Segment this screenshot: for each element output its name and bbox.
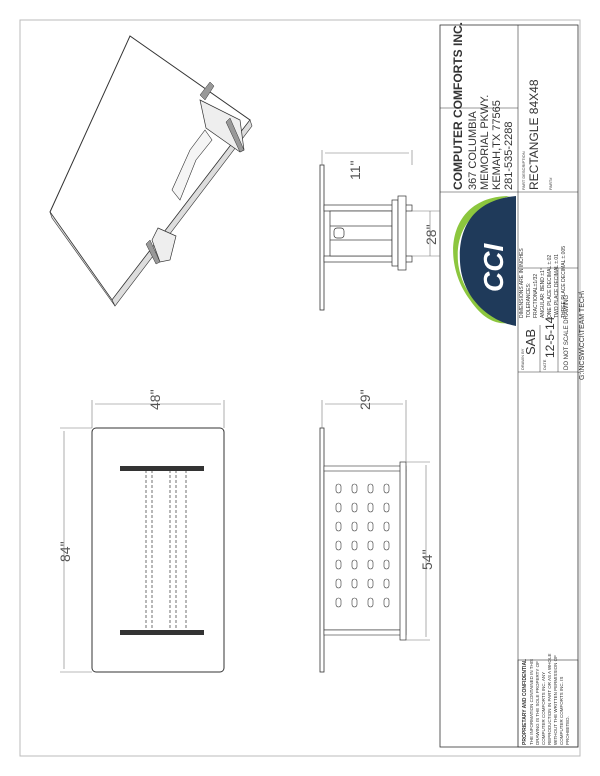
- proprietary-line-5: WITHOUT THE WRITTEN PERMISSION OF: [553, 655, 558, 745]
- tolerance-line-5: ONE PLACE DECIMAL ±.02: [547, 254, 553, 318]
- part-number-label: PART#: [548, 177, 553, 190]
- drawn-by-label: DRAWN BY: [520, 348, 525, 370]
- proprietary-line-6: COMPUTER COMFORTS INC. IS: [559, 676, 564, 745]
- proprietary-line-4: REPRODUCTION IN PART OR AS A WHOLE: [547, 653, 552, 745]
- company-address-3: KEMAH,TX 77565: [491, 100, 503, 190]
- end-width-dim: 28": [423, 224, 439, 245]
- top-width-dim: 48": [147, 389, 163, 410]
- do-not-scale-notice: DO NOT SCALE DRAWING: [564, 294, 570, 370]
- company-address-1: 367 COLUMBIA: [467, 111, 479, 190]
- drawn-by-value: SAB: [523, 328, 538, 355]
- company-name: COMPUTER COMFORTS INC.: [451, 22, 465, 190]
- logo-text: CCI: [478, 243, 509, 292]
- tolerance-line-3: FRACTIONAL±1/32: [533, 273, 539, 318]
- part-description: RECTANGLE 84X48: [527, 79, 541, 190]
- company-phone: 281-535-2288: [503, 121, 515, 190]
- tolerance-line-6: TWO PLACE DECIMAL ±.01: [554, 254, 560, 318]
- top-view: [57, 389, 224, 672]
- end-view: [320, 150, 440, 310]
- top-length-dim: 84": [57, 541, 73, 562]
- tolerance-line-2: TOLERANCES:: [526, 282, 532, 318]
- proprietary-line-7: PROHIBITED.: [565, 716, 570, 745]
- side-length-dim: 54": [419, 549, 435, 570]
- proprietary-line-2: DRAWING IS THE SOLE PROPERTY OF: [535, 661, 540, 745]
- file-path: G:\NCSW\CCI\TEAM TECH\: [579, 291, 586, 380]
- side-top-edge: [320, 428, 324, 672]
- date-value: 12-5-14: [543, 316, 557, 358]
- tolerance-line-7: THREE PLACE DECIMAL ±.005: [561, 245, 567, 318]
- date-label: DATE: [542, 359, 547, 370]
- side-view: [320, 389, 435, 672]
- proprietary-line-3: COMPUTER COMFORTS INC. ANY: [541, 671, 546, 745]
- company-address-2: MEMORIAL PKWY.: [479, 94, 491, 190]
- part-description-label: PART DESCRIPTION: [521, 151, 526, 190]
- proprietary-line-1: THE INFORMATION CONTAINED IN THIS: [529, 658, 534, 745]
- tabletop-outline: [92, 428, 224, 672]
- isometric-view: [50, 36, 252, 306]
- end-height-dim: 11": [347, 160, 363, 180]
- proprietary-title: PROPRIETARY AND CONFIDENTIAL: [522, 658, 528, 745]
- side-height-dim: 29": [357, 389, 373, 410]
- proprietary-block: [518, 653, 578, 747]
- cci-logo: [453, 196, 516, 326]
- tolerance-line-4: ANGULAR: BEND ±1°: [540, 268, 546, 318]
- title-block: [440, 22, 586, 747]
- tolerance-line-1: DIMENSIONS ARE IN INCHES: [519, 248, 525, 318]
